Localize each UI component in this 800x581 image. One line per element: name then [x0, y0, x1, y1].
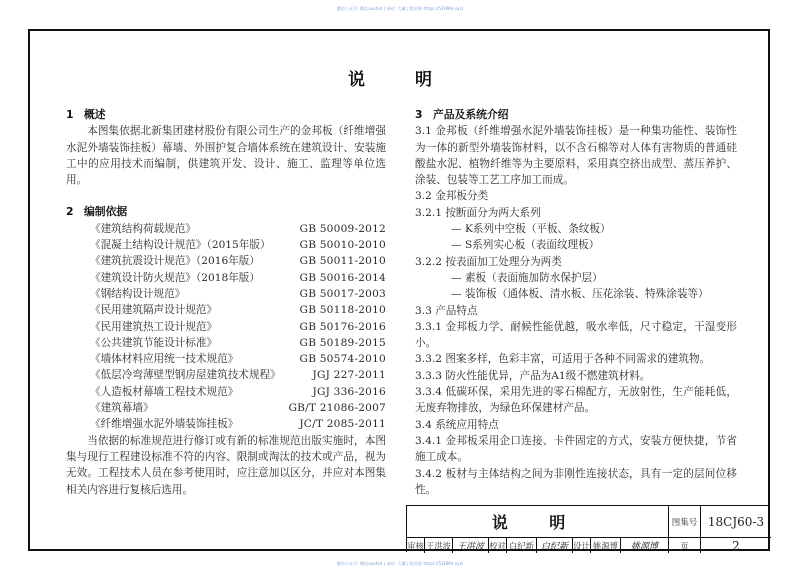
standard-name: 《民用建筑隔声设计规范》	[90, 304, 218, 317]
standard-code: JC/T 2085-2011	[299, 418, 386, 431]
standard-code: GB 50574-2010	[299, 353, 386, 366]
page-number: 2	[732, 538, 740, 553]
section-2-heading	[66, 204, 386, 220]
list-item-plain-board: — 素板（表面施加防水保护层）	[451, 271, 603, 284]
standards-note: 当依据的标准规范进行修订或有新的标准规范出版实施时，本图集与现行工程建设标准不符的内容、限制或淘汰的技术或产品，视为无效。工程技术人员在参考使用时，应注意加以区分，并应对本图集相关内容进行复核后选用。	[66, 434, 386, 496]
designer-name: 姚源博	[591, 538, 621, 553]
standard-code: GB/T 21086-2007	[288, 402, 386, 415]
standard-name: 《建筑设计防火规范》（2018年版）	[90, 271, 260, 284]
standard-name: 《人造板材幕墙工程技术规范》	[90, 385, 239, 398]
standard-row	[66, 286, 386, 302]
standard-row	[66, 367, 386, 383]
list-item-s-series: — S系列实心板（表面纹理板）	[451, 239, 600, 252]
section-number: 2	[66, 205, 74, 219]
overview-paragraph: 本图集依据北新集团建材股份有限公司生产的金邦板（纤维增强水泥外墙装饰挂板）幕墙、外围护复合墙体系统在建筑设计、安装施工中的应用技术而编制，供建筑开发、设计、施工、监理等单位选用。	[66, 125, 386, 187]
standard-code: GB 50189-2015	[299, 336, 386, 349]
standard-code: GB 50016-2014	[299, 271, 386, 284]
clause-3-3-2: 3.3.2 图案多样，色彩丰富，可适用于各种不同需求的建筑物。	[415, 353, 711, 366]
left-column	[66, 107, 386, 498]
standard-code: GB 50010-2010	[299, 239, 386, 252]
page-title: 说 明	[348, 70, 454, 90]
list-item-decorative-board: — 装饰板（通体板、清水板、压花涂装、特殊涂装等）	[451, 288, 709, 301]
clause-3-3-4: 3.3.4 低碳环保，采用先进的零石棉配方，无放射性，生产能耗低，无废弃物排放，为绿色环保建材产品。	[415, 386, 737, 415]
watermark-bottom: 微信公众号: 微信uusfxd | 网站: 大藏工程资源 https://52HMA.xyz/	[336, 561, 464, 566]
section-title: 产品及系统介绍	[433, 108, 509, 121]
list-item-k-series: — K系列中空板（平板、条纹板）	[451, 223, 611, 236]
spacer	[66, 188, 386, 204]
standard-code: JGJ 336-2016	[312, 385, 386, 398]
standard-row	[66, 237, 386, 253]
page-label: 页	[669, 538, 701, 553]
standard-name: 《民用建筑热工设计规范》	[90, 320, 218, 333]
clause-3-4-2: 3.4.2 板材与主体结构之间为非刚性连接状态，具有一定的层间位移性。	[415, 467, 737, 496]
section-1-heading	[66, 107, 386, 123]
standards-list	[66, 221, 386, 433]
standard-row	[66, 253, 386, 269]
clause-3-1: 3.1 金邦板（纤维增强水泥外墙装饰挂板）是一种集功能性、装饰性为一体的新型外墙装饰材料，以不含石棉等对人体有害物质的普通硅酸盐水泥、植物纤维等为主要原料，采用真空挤出成型、蒸压养护、涂装、包装等工艺工序加工而成。	[415, 125, 737, 187]
standard-code: GB 50176-2016	[299, 320, 386, 333]
standard-name: 《低层冷弯薄壁型钢房屋建筑技术规程》	[90, 369, 281, 382]
standard-name: 《混凝土结构设计规范》（2015年版）	[90, 239, 271, 252]
standard-name: 《建筑抗震设计规范》（2016年版）	[90, 255, 260, 268]
clause-3-2-1: 3.2.1 按断面分为两大系列	[415, 206, 541, 219]
section-number: 1	[66, 108, 74, 121]
section-3-heading	[415, 107, 737, 123]
clause-3-4-1: 3.4.1 金邦板采用企口连接、卡件固定的方式，安装方便快捷，节省施工成本。	[415, 434, 737, 464]
standard-row	[66, 416, 386, 432]
checker-signature: 白纪新	[537, 538, 573, 553]
title-block-title: 说 明	[407, 506, 669, 537]
drawing-frame	[28, 29, 770, 551]
clause-3-3: 3.3 产品特点	[415, 304, 478, 317]
standard-name: 《公共建筑节能设计标准》	[90, 336, 218, 349]
standard-row	[66, 400, 386, 416]
standard-code: GB 50118-2010	[299, 304, 386, 317]
clause-3-4: 3.4 系统应用特点	[415, 418, 499, 431]
designer-signature: 姚源博	[621, 538, 669, 553]
section-number: 3	[415, 108, 423, 121]
standard-name: 《钢结构设计规范》	[90, 287, 186, 300]
section-title: 编制依据	[84, 205, 128, 219]
standard-row	[66, 302, 386, 318]
title-block-row-title	[407, 506, 771, 538]
standard-name: 《纤维增强水泥外墙装饰挂板》	[90, 418, 239, 431]
reviewer-signature: 王洪波	[453, 538, 489, 553]
standard-name: 《建筑结构荷载规范》	[90, 222, 196, 235]
standard-code: GB 50017-2003	[299, 287, 386, 300]
checker-name: 白纪新	[507, 538, 537, 553]
review-label: 审核	[407, 538, 425, 553]
check-label: 校对	[489, 538, 507, 553]
atlas-no-label: 图集号	[669, 506, 701, 537]
standard-row	[66, 319, 386, 335]
standard-row	[66, 270, 386, 286]
clause-3-2-2: 3.2.2 按表面加工处理分为两类	[415, 255, 562, 268]
standard-row	[66, 335, 386, 351]
atlas-no-value: 18CJ60-3	[707, 514, 765, 529]
standard-row	[66, 351, 386, 367]
standard-row	[66, 384, 386, 400]
reviewer-name: 王洪波	[425, 538, 453, 553]
section-title: 概述	[84, 108, 106, 121]
standard-name: 《墙体材料应用统一技术规范》	[90, 353, 239, 366]
standard-code: JGJ 227-2011	[312, 369, 386, 382]
title-block-row-signatures	[407, 538, 771, 553]
standard-code: GB 50009-2012	[299, 222, 386, 235]
clause-3-3-1: 3.3.1 金邦板力学、耐候性能优越，吸水率低，尺寸稳定，干湿变形小。	[415, 320, 737, 350]
watermark-top: 微信公众号: 微信uusfxd | 网站: 大藏工程资源 https://52HMA.xyz/	[336, 6, 464, 11]
standard-name: 《建筑幕墙》	[90, 402, 154, 415]
design-label: 设计	[573, 538, 591, 553]
clause-3-2: 3.2 金邦板分类	[415, 190, 489, 203]
clause-3-3-3: 3.3.3 防火性能优异，产品为A1级不燃建筑材料。	[415, 369, 651, 382]
standard-code: GB 50011-2010	[299, 255, 386, 268]
title-block	[406, 505, 770, 552]
right-column	[415, 107, 737, 498]
standard-row	[66, 221, 386, 237]
